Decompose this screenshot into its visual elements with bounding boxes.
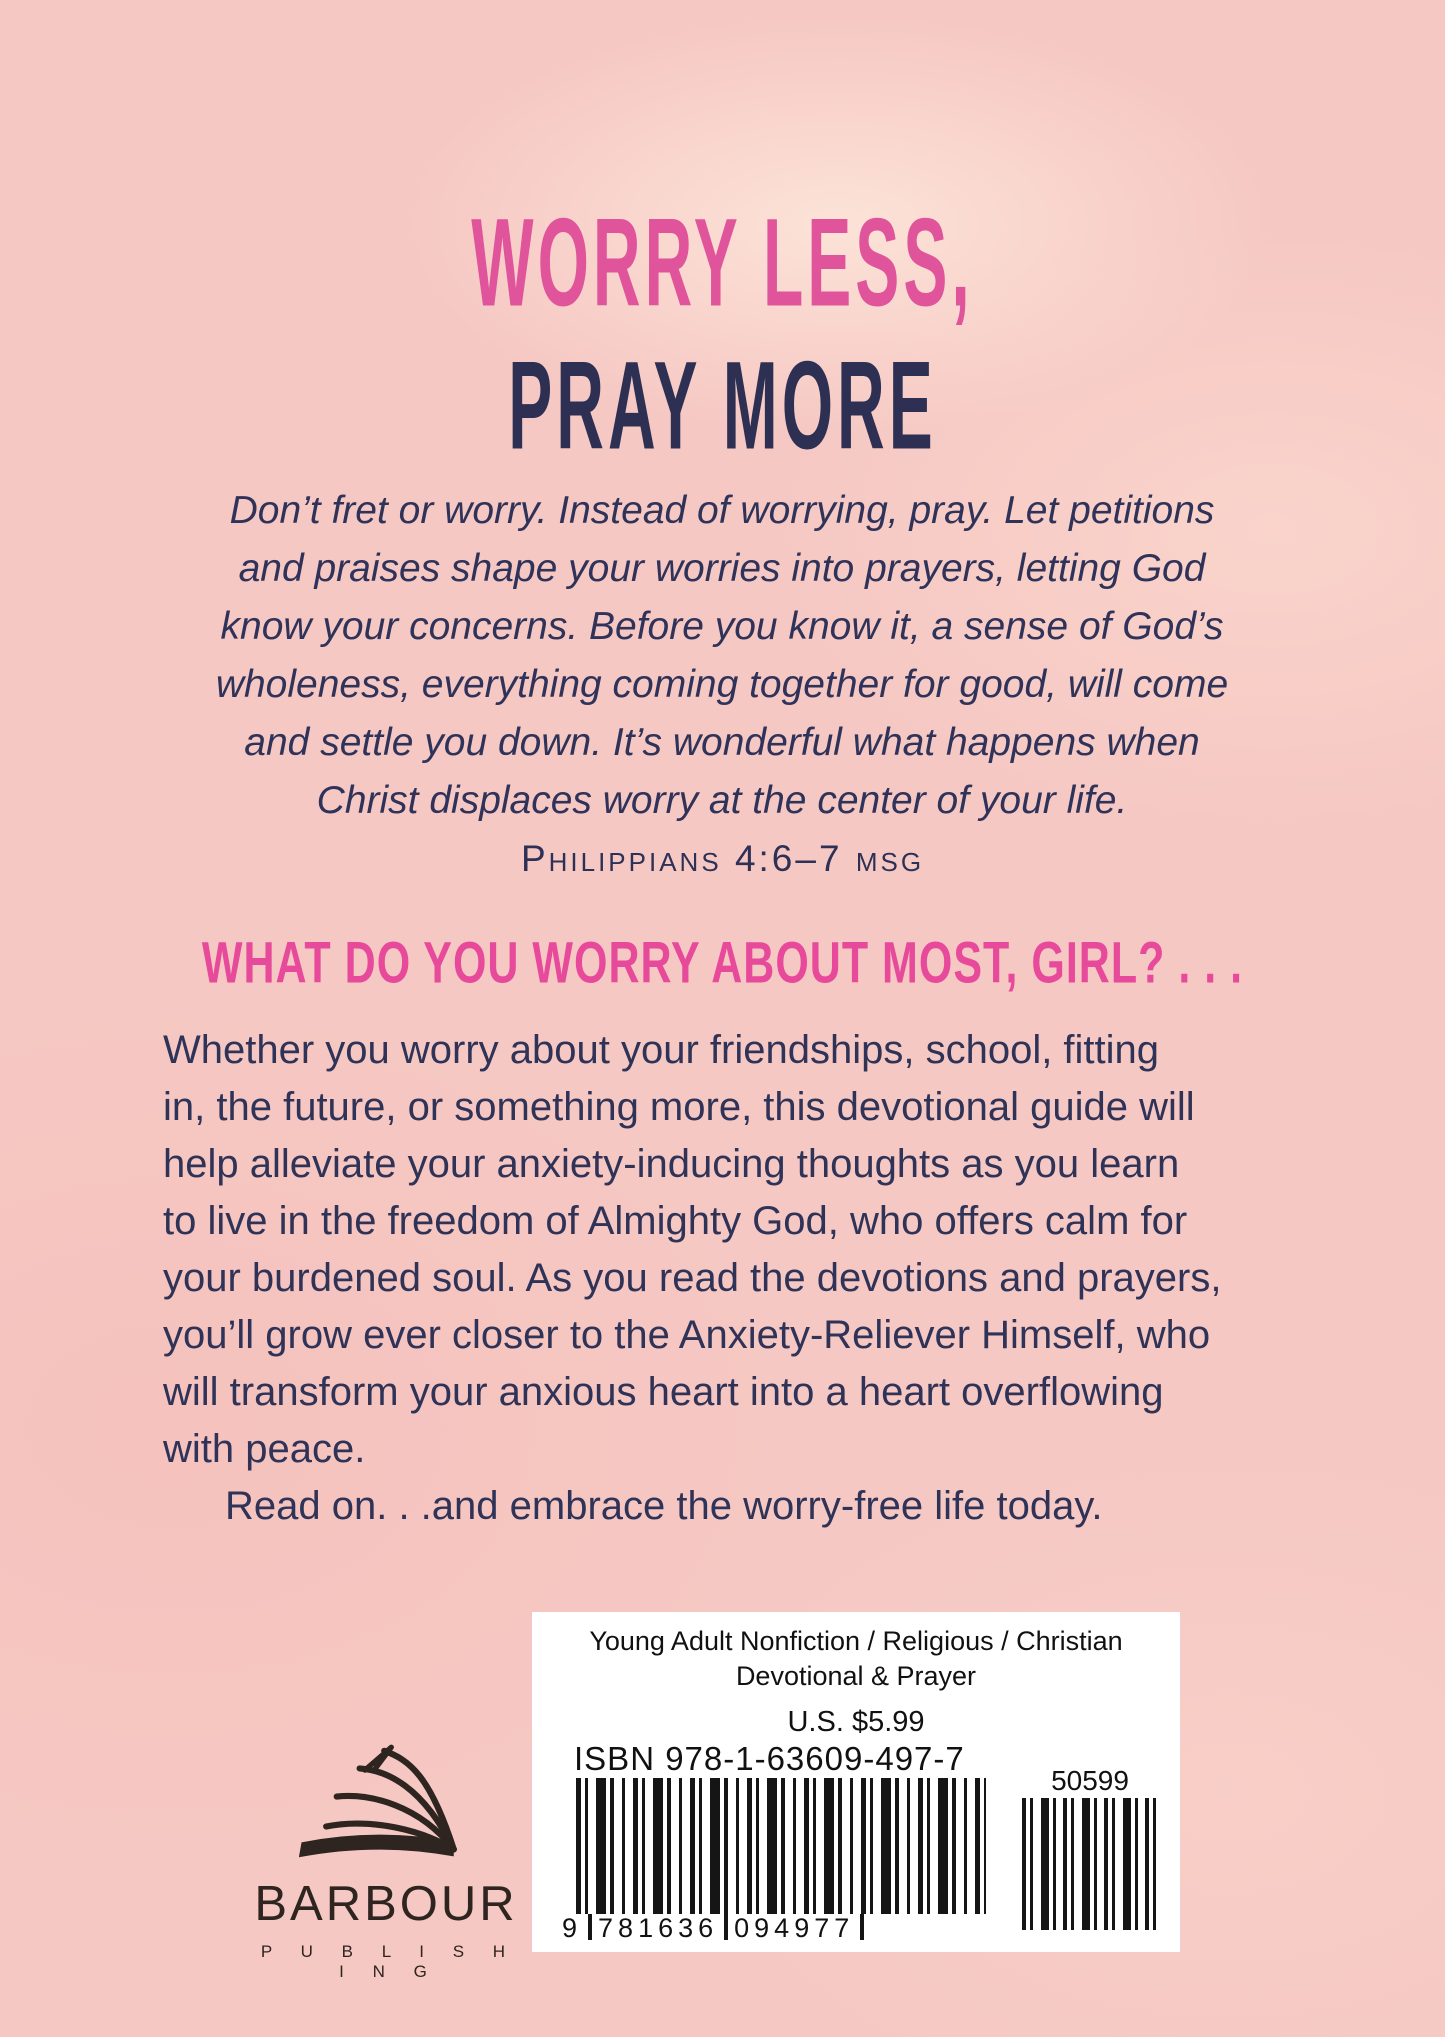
open-book-icon [280,1742,492,1874]
scripture-reference: Philippians 4:6–7 msg [520,838,925,879]
publisher-name: BARBOUR [254,1877,518,1931]
description-line: with peace. [163,1427,366,1471]
back-cover-description [163,1022,1293,1535]
description-line: in, the future, or something more, this devotional guide will [163,1085,1195,1129]
scripture-line: Don’t fret or worry. Instead of worrying, pray. Let petitions [229,489,1215,532]
category-line-1: Young Adult Nonfiction / Religious / Christian [589,1626,1123,1656]
scripture-quote [142,482,1302,830]
description-closing-line: Read on. . .and embrace the worry-free life today. [225,1484,1103,1528]
section-heading: WHAT DO YOU WORRY ABOUT MOST, GIRL? . . . [201,931,1244,997]
scripture-line: Christ displaces worry at the center of your life. [316,779,1128,822]
barcode-guard-bar [860,1914,864,1940]
scripture-line: and praises shape your worries into prayers, letting God [238,547,1206,590]
description-line: your burdened soul. As you read the devotions and prayers, [163,1256,1222,1300]
barcode-guard-bar [724,1914,728,1940]
barcode-digit-group: 094977 [734,1913,855,1943]
ean13-barcode [576,1778,986,1914]
barcode-box [532,1612,1180,1952]
description-line: will transform your anxious heart into a heart overflowing [163,1370,1164,1414]
publisher-tagline: P U B L I S H I N G [260,1942,518,1981]
publisher-logo [248,1742,524,1982]
price-code: 50599 [1051,1765,1129,1796]
scripture-line: wholeness, everything coming together for good, will come [215,663,1229,706]
description-line: you’ll grow ever closer to the Anxiety-Reliever Himself, who [163,1313,1211,1357]
barcode-digit-group: 9 [562,1913,583,1943]
description-line: help alleviate your anxiety-inducing thoughts as you learn [163,1142,1180,1186]
category-line-2: Devotional & Prayer [735,1661,977,1691]
barcode-guard-bar [588,1914,592,1940]
scripture-line: and settle you down. It’s wonderful what happens when [244,721,1200,764]
barcode-digit-group: 781636 [598,1913,719,1943]
book-title-line-2: PRAY MORE [508,334,937,476]
isbn-label: ISBN 978-1-63609-497-7 [574,1740,965,1777]
description-line: Whether you worry about your friendships, school, fitting [163,1028,1160,1072]
price-label: U.S. $5.99 [787,1706,925,1738]
description-line: to live in the freedom of Almighty God, who offers calm for [163,1199,1188,1243]
book-title-line-1: WORRY LESS, [471,191,974,333]
scripture-line: know your concerns. Before you know it, a sense of God’s [220,605,1224,648]
barcode-digits [562,1914,1000,1944]
supplemental-barcode [1022,1798,1158,1930]
